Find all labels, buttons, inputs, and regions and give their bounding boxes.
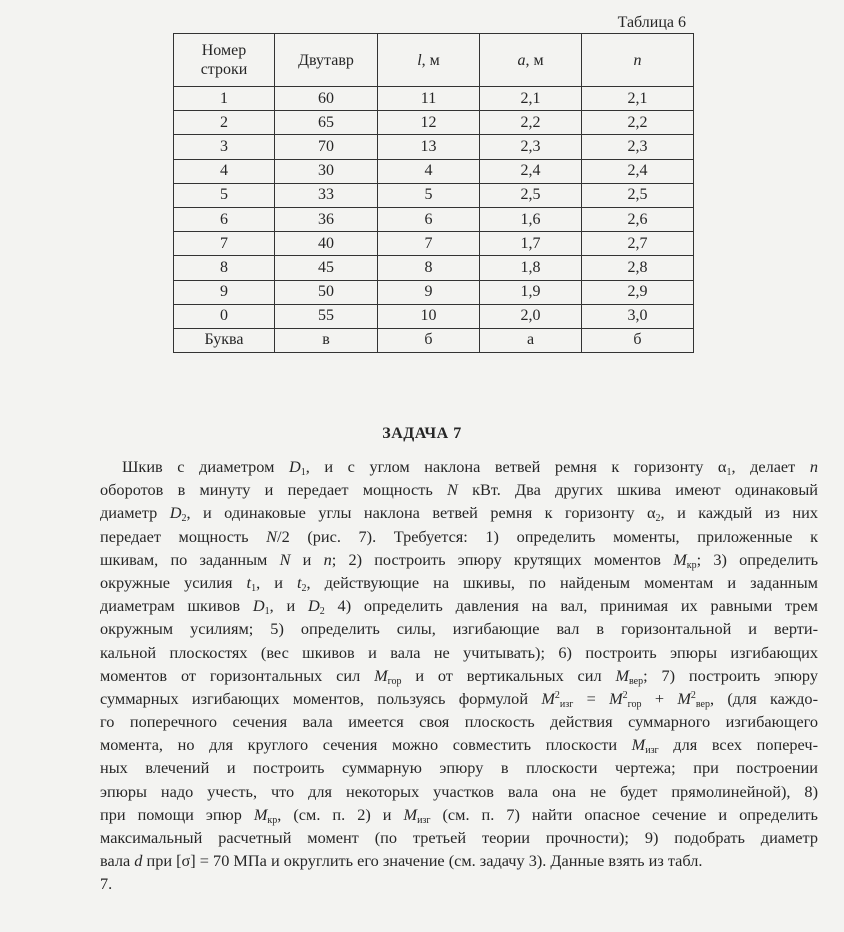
math-subscript: 2 bbox=[319, 606, 325, 618]
text-line bbox=[100, 548, 818, 571]
text-run: , и одинаковые углы наклона ветвей ремня к горизонту α bbox=[186, 503, 656, 523]
column-header bbox=[378, 34, 480, 87]
math-symbol bbox=[289, 457, 306, 476]
math-variable: M bbox=[609, 688, 623, 708]
math-symbol bbox=[677, 689, 710, 708]
math-variable: M bbox=[541, 688, 555, 708]
text-run: , и каждый из них bbox=[660, 503, 818, 523]
table-cell: 2,8 bbox=[582, 256, 694, 280]
math-subscript: гор bbox=[387, 675, 402, 687]
table-cell: 3,0 bbox=[582, 304, 694, 328]
math-subscript: кр bbox=[686, 559, 697, 571]
text-line bbox=[100, 826, 818, 849]
text-run: , и с углом наклона ветвей ремня к горизонту α bbox=[305, 457, 727, 476]
table-cell: 1,7 bbox=[480, 232, 582, 256]
text-line bbox=[100, 849, 818, 872]
table-cell: 9 bbox=[174, 280, 275, 304]
table-cell: 5 bbox=[174, 183, 275, 207]
math-variable: D bbox=[252, 596, 265, 616]
math-symbol bbox=[280, 550, 291, 569]
text-run: для всех попереч- bbox=[658, 735, 818, 755]
math-symbol bbox=[609, 689, 641, 708]
math-subscript: 1 bbox=[726, 467, 732, 478]
text-line bbox=[100, 641, 818, 664]
table-cell: 2,9 bbox=[582, 280, 694, 304]
math-symbol bbox=[615, 666, 643, 685]
math-subscript: гор bbox=[627, 698, 642, 710]
text-line bbox=[100, 501, 818, 524]
text-run: моментов от горизонтальных сил bbox=[100, 665, 375, 685]
column-header bbox=[480, 34, 582, 87]
math-variable: N bbox=[279, 549, 291, 569]
text-run: при [σ] = 70 МПа и округлить его значение (см. задачу 3). Данные взять из табл. bbox=[142, 851, 703, 871]
math-variable: D bbox=[289, 457, 301, 476]
header-text: Двутавр bbox=[298, 51, 354, 69]
table-row bbox=[174, 304, 694, 328]
text-run: при помощи эпюр bbox=[100, 804, 254, 824]
math-subscript: изг bbox=[645, 745, 659, 757]
math-symbol bbox=[297, 573, 307, 592]
table-cell: 12 bbox=[378, 111, 480, 135]
header-text: Номер bbox=[201, 42, 247, 59]
math-subscript: кр bbox=[267, 814, 278, 826]
table-row bbox=[174, 159, 694, 183]
table-cell: 36 bbox=[275, 207, 378, 231]
math-variable: M bbox=[631, 735, 646, 755]
text-line bbox=[100, 710, 818, 733]
text-line bbox=[100, 780, 818, 803]
text-line bbox=[100, 525, 818, 548]
math-subscript: изг bbox=[417, 814, 431, 826]
table-cell: 9 bbox=[378, 280, 480, 304]
table-cell: 40 bbox=[275, 232, 378, 256]
math-variable: D bbox=[169, 503, 182, 523]
math-variable: D bbox=[308, 596, 320, 616]
table-cell: 1,6 bbox=[480, 207, 582, 231]
table-cell: 4 bbox=[378, 159, 480, 183]
text-run: вала bbox=[100, 851, 135, 871]
table-cell: 70 bbox=[275, 135, 378, 159]
column-header bbox=[582, 34, 694, 87]
math-superscript: 2 bbox=[622, 689, 628, 701]
math-superscript: 2 bbox=[690, 689, 696, 701]
table-cell: в bbox=[275, 328, 378, 352]
math-symbol bbox=[673, 550, 696, 569]
math-symbol bbox=[374, 666, 401, 685]
text-run: диаметрам шкивов bbox=[100, 596, 253, 616]
table-row bbox=[174, 111, 694, 135]
text-run: , и bbox=[269, 596, 308, 616]
table-body bbox=[174, 87, 694, 353]
text-run: кальной плоскостях (вес шкивов и вала не учитывать); 6) построить эпюры изгибающих bbox=[100, 642, 818, 662]
text-run: 7. bbox=[100, 874, 113, 894]
column-header bbox=[174, 34, 275, 87]
table-cell: 11 bbox=[378, 87, 480, 111]
header-text: строки bbox=[200, 61, 248, 78]
table-cell: 1 bbox=[174, 87, 275, 111]
math-symbol bbox=[810, 457, 818, 476]
text-run: ; 7) построить эпюру bbox=[643, 665, 818, 685]
math-symbol bbox=[266, 527, 277, 546]
math-symbol bbox=[324, 550, 332, 569]
text-line bbox=[100, 803, 818, 826]
math-symbol bbox=[252, 596, 270, 618]
text-run: /2 (рис. 7). Требуется: 1) определить моменты, приложенные к bbox=[277, 526, 818, 546]
column-header bbox=[275, 34, 378, 87]
text-line bbox=[100, 872, 818, 895]
text-run: Шкив с диаметром bbox=[122, 457, 289, 476]
table-cell: 50 bbox=[275, 280, 378, 304]
table-cell: 0 bbox=[174, 304, 275, 328]
math-symbol bbox=[447, 480, 458, 499]
table-cell: 5 bbox=[378, 183, 480, 207]
math-variable: t bbox=[246, 572, 252, 592]
header-unit: , м bbox=[525, 51, 544, 69]
math-symbol bbox=[254, 805, 277, 824]
math-subscript: 2 bbox=[655, 513, 661, 525]
table-cell: 2,0 bbox=[480, 304, 582, 328]
math-subscript: 1 bbox=[300, 467, 306, 478]
table-cell: 2,5 bbox=[480, 183, 582, 207]
math-variable: d bbox=[134, 851, 143, 871]
table-cell: 4 bbox=[174, 159, 275, 183]
text-line bbox=[100, 478, 818, 501]
data-table bbox=[173, 33, 694, 353]
table-cell: 2,5 bbox=[582, 183, 694, 207]
table-cell: 55 bbox=[275, 304, 378, 328]
text-run: окружные усилия bbox=[100, 572, 247, 592]
math-symbol bbox=[631, 735, 659, 757]
text-run: , (для каждо- bbox=[710, 688, 818, 708]
text-run: шкивам, по заданным bbox=[100, 549, 280, 569]
math-subscript: изг bbox=[559, 698, 574, 710]
table-cell: 2,7 bbox=[582, 232, 694, 256]
table-cell: 8 bbox=[378, 256, 480, 280]
table-row bbox=[174, 135, 694, 159]
table-cell: 2,1 bbox=[480, 87, 582, 111]
math-variable: N bbox=[447, 480, 458, 500]
text-run: ; 3) определить bbox=[696, 549, 819, 569]
table-cell: 2,2 bbox=[480, 111, 582, 135]
table-cell: 65 bbox=[275, 111, 378, 135]
table-cell: 3 bbox=[174, 135, 275, 159]
problem-title: ЗАДАЧА 7 bbox=[382, 425, 462, 442]
text-run: го поперечного сечения вала имеется своя плоскость действия суммарного изгибающего bbox=[100, 712, 818, 732]
text-run: ных влечений и построить суммарную эпюру в плоскости чертежа; при построении bbox=[100, 758, 818, 778]
table-row bbox=[174, 280, 694, 304]
text-run: эпюры надо учесть, что для некоторых участков вала она не будет прямолинейной), 8) bbox=[100, 781, 818, 801]
math-superscript: 2 bbox=[554, 689, 560, 701]
math-symbol bbox=[404, 805, 431, 824]
table-cell: 2,3 bbox=[480, 135, 582, 159]
table-row bbox=[174, 207, 694, 231]
text-run: 4) определить давления на вал, принимая их равными трем bbox=[324, 596, 818, 616]
text-run: (см. п. 7) найти опасное сечение и определить bbox=[430, 804, 818, 824]
table-cell: 10 bbox=[378, 304, 480, 328]
math-subscript: 1 bbox=[264, 606, 270, 618]
table-cell: 1,8 bbox=[480, 256, 582, 280]
text-line bbox=[100, 756, 818, 779]
table-row bbox=[174, 183, 694, 207]
table-cell: б bbox=[378, 328, 480, 352]
table-cell: 7 bbox=[378, 232, 480, 256]
table-cell: 8 bbox=[174, 256, 275, 280]
table-cell: 13 bbox=[378, 135, 480, 159]
text-run: диаметр bbox=[100, 503, 170, 523]
table-cell: 2,6 bbox=[582, 207, 694, 231]
table-cell: 33 bbox=[275, 183, 378, 207]
text-run: передает мощность bbox=[100, 526, 267, 546]
math-symbol bbox=[247, 573, 257, 592]
table-row bbox=[174, 232, 694, 256]
math-subscript: 1 bbox=[251, 582, 257, 594]
header-variable: a bbox=[517, 51, 526, 69]
text-line bbox=[100, 687, 818, 710]
text-run: суммарных изгибающих моментов, пользуясь формулой bbox=[100, 688, 542, 708]
table-row bbox=[174, 256, 694, 280]
table-cell: а bbox=[480, 328, 582, 352]
header-variable: n bbox=[633, 51, 642, 69]
table-cell: 2,1 bbox=[582, 87, 694, 111]
text-run: , действующие на шкивы, по найденым моментам и заданным bbox=[306, 572, 818, 592]
text-run: , делает bbox=[731, 457, 810, 476]
header-unit: , м bbox=[421, 51, 440, 69]
header-variable: l bbox=[417, 51, 422, 69]
text-run: = bbox=[573, 688, 610, 708]
math-variable: M bbox=[374, 665, 388, 685]
math-variable: n bbox=[323, 549, 332, 569]
math-variable: n bbox=[809, 457, 818, 476]
table-row bbox=[174, 87, 694, 111]
text-line bbox=[100, 571, 818, 594]
text-line bbox=[100, 617, 818, 640]
math-symbol bbox=[308, 596, 325, 618]
text-line bbox=[100, 664, 818, 687]
text-run: кВт. Два других шкива имеют одинаковый bbox=[457, 480, 818, 500]
text-run: момента, но для круглого сечения можно совместить плоскости bbox=[100, 735, 632, 755]
math-variable: M bbox=[403, 804, 418, 824]
math-variable: M bbox=[615, 665, 630, 685]
table-cell: 2 bbox=[174, 111, 275, 135]
text-line bbox=[100, 455, 818, 478]
math-symbol bbox=[169, 503, 187, 525]
math-subscript: 2 bbox=[181, 513, 187, 525]
table-cell: Буква bbox=[174, 328, 275, 352]
table-cell: 2,3 bbox=[582, 135, 694, 159]
math-variable: M bbox=[677, 688, 691, 708]
table-cell: 30 bbox=[275, 159, 378, 183]
text-run: , и bbox=[256, 572, 297, 592]
text-line bbox=[100, 733, 818, 756]
problem-text bbox=[100, 455, 818, 896]
text-line bbox=[100, 594, 818, 617]
table-cell: 45 bbox=[275, 256, 378, 280]
text-run: и от вертикальных сил bbox=[401, 665, 616, 685]
table-header-row bbox=[174, 34, 694, 87]
table-row bbox=[174, 328, 694, 352]
table-cell: 2,4 bbox=[480, 159, 582, 183]
math-subscript: вер bbox=[695, 698, 710, 710]
table-caption: Таблица 6 bbox=[617, 14, 686, 31]
table-cell: 6 bbox=[174, 207, 275, 231]
text-run: + bbox=[641, 688, 678, 708]
table-cell: 6 bbox=[378, 207, 480, 231]
math-subscript: 2 bbox=[301, 582, 307, 594]
table-cell: 2,2 bbox=[582, 111, 694, 135]
text-run: и bbox=[290, 549, 324, 569]
text-run: оборотов в минуту и передает мощность bbox=[100, 480, 447, 500]
text-run: окружным усилиям; 5) определить силы, изгибающие вал в горизонтальной и верти- bbox=[100, 619, 818, 639]
text-run: ; 2) построить эпюру крутящих моментов bbox=[331, 549, 674, 569]
math-variable: M bbox=[673, 549, 687, 569]
math-variable: N bbox=[266, 526, 278, 546]
table-cell: 60 bbox=[275, 87, 378, 111]
text-run: , (см. п. 2) и bbox=[277, 804, 404, 824]
math-subscript: вер bbox=[629, 675, 644, 687]
table-cell: б bbox=[582, 328, 694, 352]
math-variable: M bbox=[253, 804, 268, 824]
table-cell: 1,9 bbox=[480, 280, 582, 304]
math-variable: t bbox=[296, 572, 302, 592]
table-cell: 7 bbox=[174, 232, 275, 256]
text-run: максимальный расчетный момент (по третьей теории прочности); 9) подобрать диаметр bbox=[100, 828, 818, 847]
table-cell: 2,4 bbox=[582, 159, 694, 183]
math-symbol bbox=[541, 689, 573, 708]
